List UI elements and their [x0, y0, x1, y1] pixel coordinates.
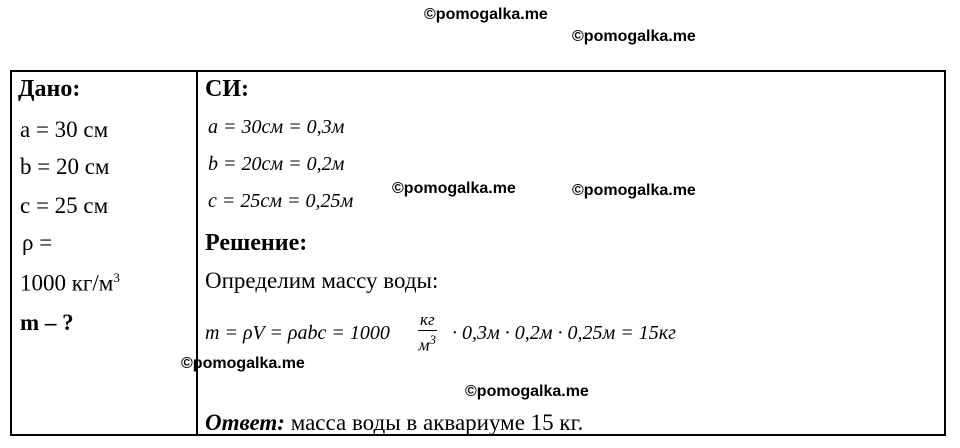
formula-left: m = ρV = ρabc = 1000 — [205, 322, 390, 344]
solution-intro: Определим массу воды: — [205, 268, 439, 293]
given-b: b = 20 см — [20, 154, 110, 179]
given-rho-value: 1000 $кг/м^3$ — [20, 270, 120, 296]
watermark: ©pomogalka.me — [392, 180, 516, 197]
si-heading: СИ: — [205, 76, 249, 102]
given-heading: Дано: — [18, 76, 81, 102]
si-c: c = 25см = 0,25м — [208, 190, 354, 212]
answer-line: Ответ: масса воды в аквариуме 15 кг. — [205, 410, 584, 435]
watermark: ©pomogalka.me — [572, 28, 696, 45]
watermark: ©pomogalka.me — [424, 6, 548, 23]
watermark: ©pomogalka.me — [465, 383, 589, 400]
si-a: a = 30см = 0,3м — [208, 116, 345, 138]
solution-table — [10, 70, 946, 436]
watermark: ©pomogalka.me — [572, 182, 696, 199]
given-rho-symbol: ρ = — [22, 230, 53, 255]
given-c: c = 25 см — [20, 193, 109, 218]
unit-fraction: кг $м^3$ — [418, 310, 436, 355]
given-a: a = 30 см — [20, 117, 109, 142]
formula-right: · 0,3м · 0,2м · 0,25м = 15кг — [452, 322, 676, 344]
watermark: ©pomogalka.me — [181, 355, 305, 372]
solution-heading: Решение: — [205, 230, 308, 256]
given-unknown: m – ? — [20, 310, 74, 335]
si-b: b = 20см = 0,2м — [208, 153, 345, 175]
column-divider — [196, 72, 198, 436]
